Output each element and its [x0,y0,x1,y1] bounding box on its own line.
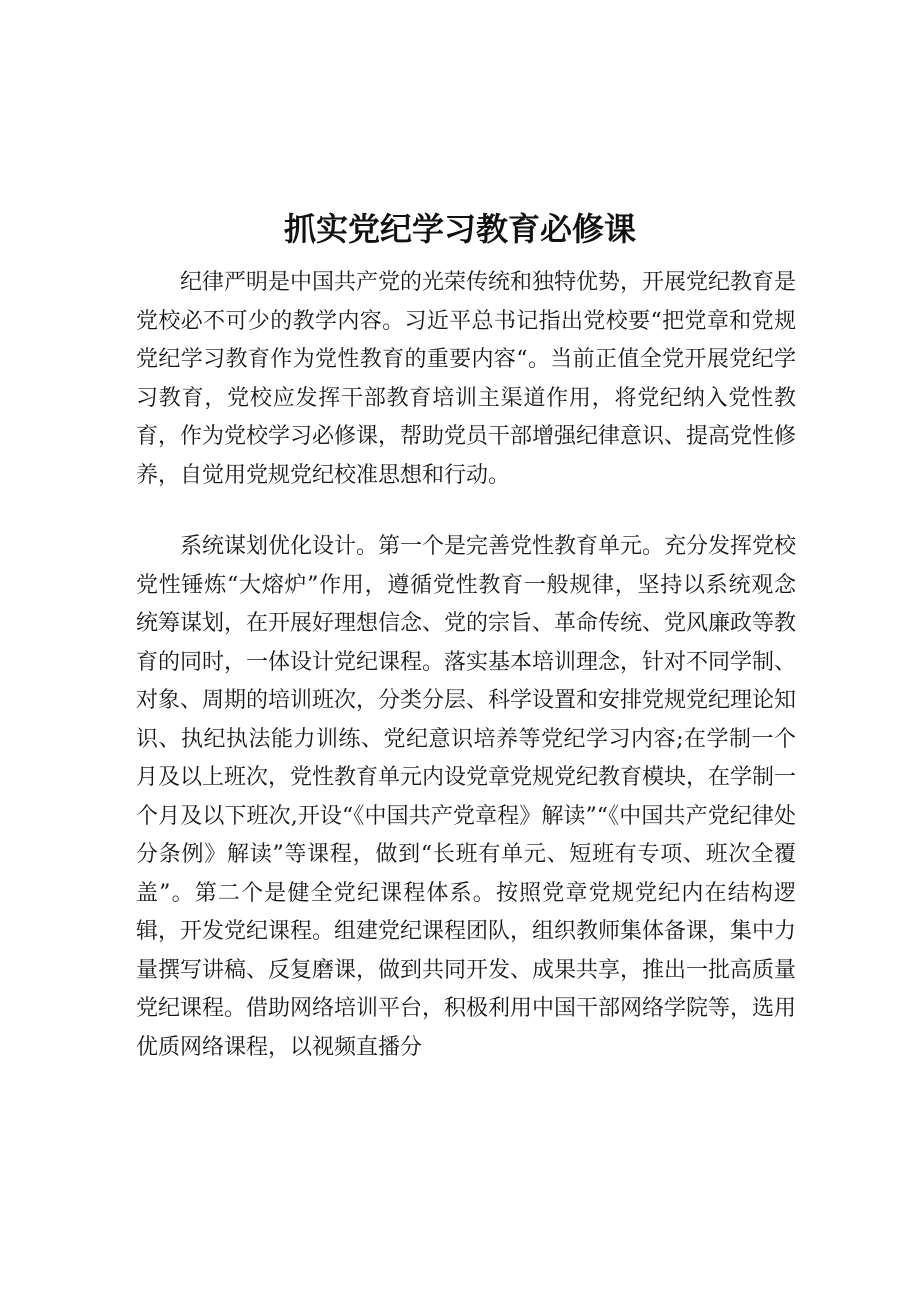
paragraph-intro: 纪律严明是中国共产党的光荣传统和独特优势，开展党纪教育是党校必不可少的教学内容。习近平总书记指出党校要“把党章和党规党纪学习教育作为党性教育的重要内容“。当前正值全党开展党纪学习教育，党校应发挥干部教育培训主渠道作用，将党纪纳入党性教育，作为党校学习必修课，帮助党员干部增强纪律意识、提高党性修养，自觉用党规党纪校准思想和行动。 [136,270,797,488]
paragraph-system-design: 系统谋划优化设计。第一个是完善党性教育单元。充分发挥党校党性锤炼“大熔炉”作用，遵循党性教育一般规律，坚持以系统观念统筹谋划，在开展好理想信念、党的宗旨、革命传统、党风廉政等教育的同时，一体设计党纪课程。落实基本培训理念，针对不同学制、对象、周期的培训班次，分类分层、科学设置和安排党规党纪理论知识、执纪执法能力训练、党纪意识培养等党纪学习内容;在学制一个月及以上班次，党性教育单元内设党章党规党纪教育模块，在学制一个月及以下班次,开设“《中国共产党章程》解读”“《中国共产党纪律处分条例》解读”等课程，做到“长班有单元、短班有专项、班次全覆盖”。第二个是健全党纪课程体系。按照党章党规党纪内在结构逻辑，开发党纪课程。组建党纪课程团队，组织教师集体备课，集中力量撰写讲稿、反复磨课，做到共同开发、成果共享，推出一批高质量党纪课程。借助网络培训平台，积极利用中国干部网络学院等，选用优质网络课程，以视频直播分 [136,534,797,1060]
document-title: 抓实党纪学习教育必修课 [283,210,636,248]
